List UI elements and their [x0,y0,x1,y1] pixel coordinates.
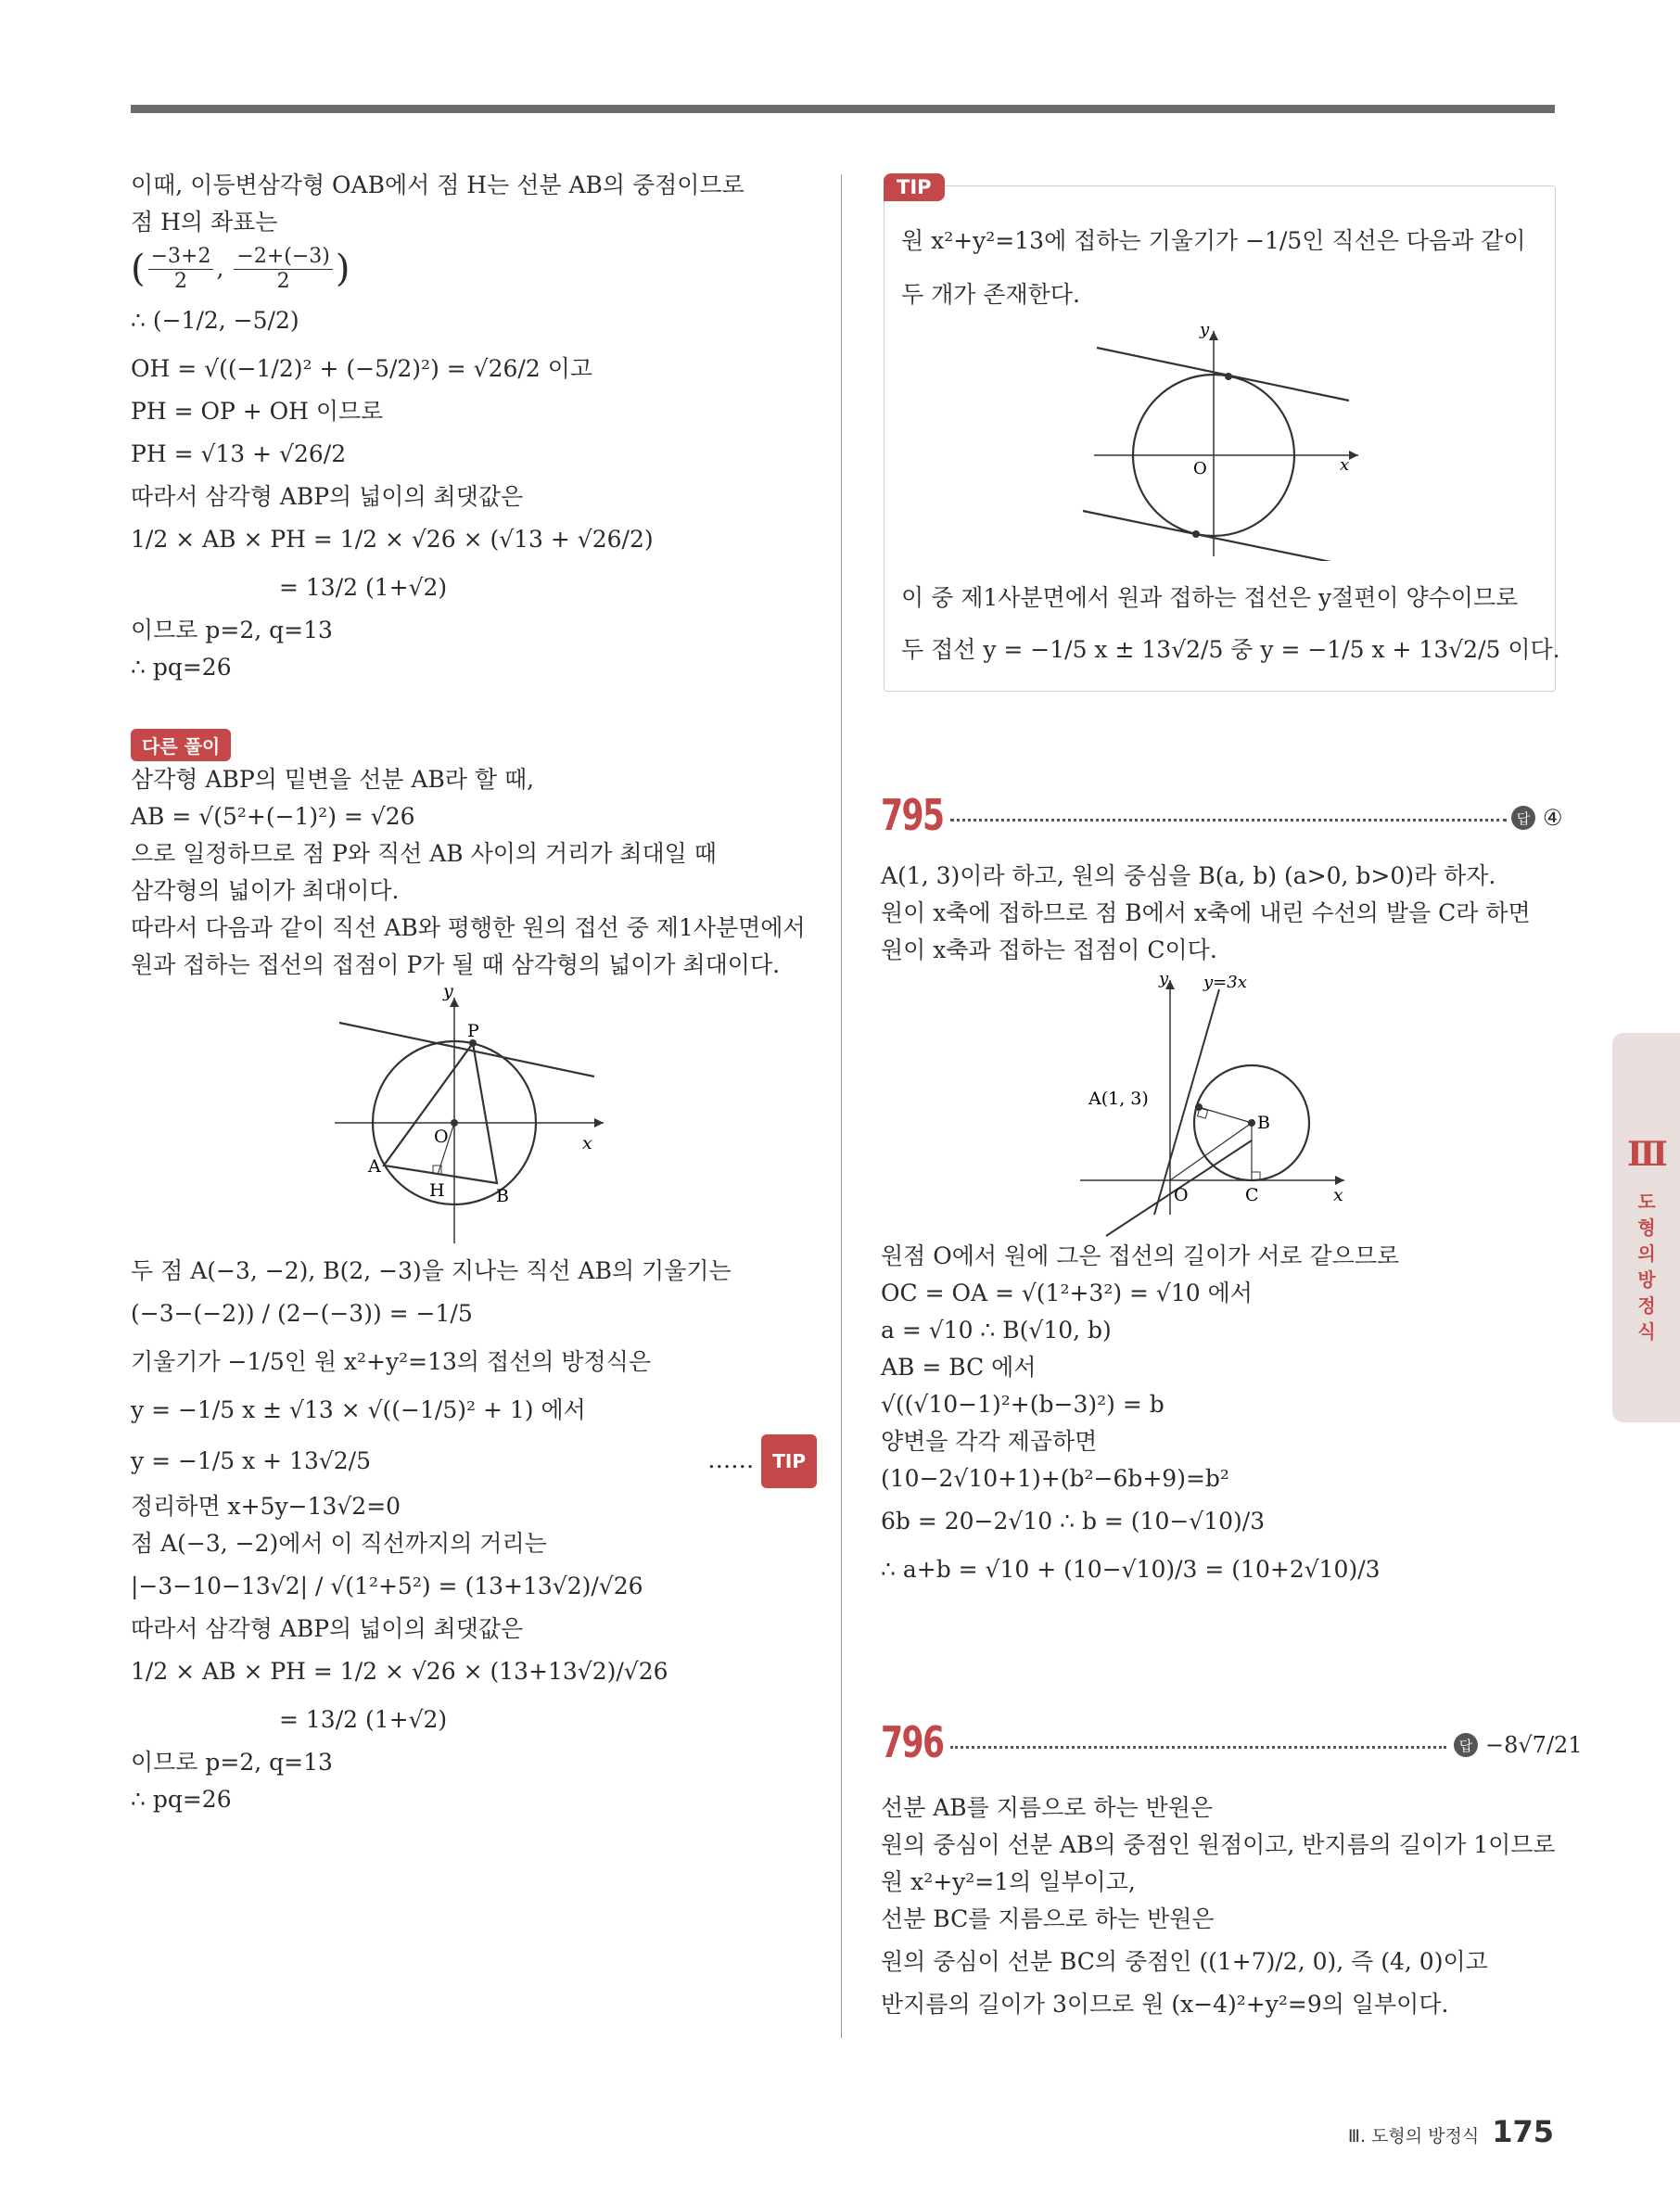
area-equation: 1/2 × AB × PH = 1/2 × √26 × (13+13√2)/√26 [131,1658,668,1685]
triangle-abp [384,1043,497,1183]
text-line: 점 H의 좌표는 [131,209,278,236]
problem-796-body [881,1790,1558,2023]
page-number: 175 [1492,2114,1554,2149]
c-label: C [1245,1185,1259,1205]
point-b [1248,1119,1255,1127]
b-label: B [1257,1113,1270,1133]
upper-tangent [1097,348,1349,401]
slope-equation: (−3−(−2)) / (2−(−3)) = −1/5 [131,1300,473,1327]
h-label: H [429,1180,445,1201]
ph-sum: PH = OP + OH 이므로 [131,398,384,425]
answer-icon: 답 [1454,1733,1478,1757]
simplify-line: 정리하면 x+5y−13√2=0 [131,1493,401,1520]
x-axis-arrow [1349,451,1358,460]
therefore-h: ∴ (−1/2, −5/2) [131,307,299,334]
point-a [1195,1103,1203,1111]
text-line: 삼각형 ABP의 밑변을 선분 AB라 할 때, [131,766,535,793]
x-label: x [1340,455,1350,475]
footer-chapter: Ⅲ. 도형의 방정식 [1347,2126,1480,2146]
chapter-title-vertical: 도형의 방정식 [1637,1191,1656,1343]
pq-line: 이므로 p=2, q=13 [131,1749,333,1776]
text-line: 반지름의 길이가 3이므로 원 (x−4)²+y²=9의 일부이다. [881,1991,1449,2018]
text-line: 6b = 20−2√10 ∴ b = (10−√10)/3 [881,1508,1266,1535]
text-line: 원 x²+y²=1의 일부이고, [881,1868,1136,1895]
text-line: 원의 중심이 선분 AB의 중점인 원점이고, 반지름의 길이가 1이므로 [881,1831,1556,1858]
text-line: 원이 x축에 접하므로 점 B에서 x축에 내린 수선의 발을 C라 하면 [881,899,1531,926]
x-axis-arrow [1335,1176,1344,1185]
p-label: P [467,1021,479,1041]
text-line: 양변을 각각 제곱하면 [881,1428,1098,1455]
pq-line: 이므로 p=2, q=13 [131,617,333,643]
text-line: 으로 일정하므로 점 P와 직선 AB 사이의 거리가 최대일 때 [131,840,717,867]
o-label: O [1193,459,1207,478]
tangent-equation-result: y = −1/5 x + 13√2/5 …… TIP [131,1434,817,1488]
page-footer [1348,2114,1554,2149]
text-line: ∴ a+b = √10 + (10−√10)/3 = (10+2√10)/3 [881,1556,1381,1583]
segment-ob [1170,1123,1252,1180]
tip-tag: TIP [884,173,945,201]
max-area-intro: 따라서 삼각형 ABP의 넓이의 최댓값은 [131,1615,524,1642]
x-label: x [582,1133,592,1153]
tip-line: 이 중 제1사분면에서 원과 접하는 접선은 y절편이 양수이므로 [901,584,1519,611]
lower-tangent [1083,511,1335,561]
line-label: y=3x [1203,973,1247,992]
tip-figure-two-tangents [1066,320,1363,561]
y-axis-arrow [1209,331,1218,340]
max-area-intro: 따라서 삼각형 ABP의 넓이의 최댓값은 [131,483,524,510]
tip-line: 두 개가 존재한다. [901,281,1080,308]
text-line: a = √10 ∴ B(√10, b) [881,1317,1112,1344]
text-line: 원점 O에서 원에 그은 접선의 길이가 서로 같으므로 [881,1242,1400,1269]
area-equation-result: = 13/2 (1+√2) [279,1706,448,1733]
text-line: (10−2√10+1)+(b²−6b+9)=b² [881,1465,1229,1492]
y-label: y [1159,969,1169,988]
text-line: A(1, 3)이라 하고, 원의 중심을 B(a, b) (a>0, b>0)라 하자. [881,862,1496,889]
b-label: B [496,1186,509,1206]
oh-length: OH = √((−1/2)² + (−5/2)²) = √26/2 이고 [131,355,592,382]
problem-795-body [881,858,1558,1594]
problem-number-795: 795 [881,790,944,840]
figure-795 [881,969,1558,1238]
lower-tangent-point [1192,530,1200,538]
o-label: O [1174,1185,1189,1205]
o-label: O [434,1127,449,1147]
tip-dots: …… [707,1446,755,1473]
text-line: AB = BC 에서 [881,1354,1037,1381]
text-line: 선분 BC를 지름으로 하는 반원은 [881,1905,1215,1932]
text-line: 삼각형의 넓이가 최대이다. [131,877,400,904]
h-coordinate: ( $\frac{-3+2}{2}$ , $\frac{-2+(-3)}{2}$ ) [131,244,350,293]
tangent-equation: y = −1/5 x ± √13 × √((−1/5)² + 1) 에서 [131,1396,586,1423]
text-line: 원의 중심이 선분 BC의 중점인 ((1+7)/2, 0), 즉 (4, 0)이고 [881,1948,1488,1975]
text-line: 원이 x축과 접하는 접점이 C이다. [881,936,1217,963]
text-line: 이때, 이등변삼각형 OAB에서 점 H는 선분 AB의 중점이므로 [131,172,745,198]
text-line: 선분 AB를 지름으로 하는 반원은 [881,1794,1214,1821]
upper-tangent-point [1225,373,1232,380]
problem-number-796: 796 [881,1717,944,1767]
x-label: x [1333,1185,1343,1205]
ph-value: PH = √13 + √26/2 [131,440,347,467]
a-label: A(1, 3) [1088,1089,1149,1109]
distance-equation: |−3−10−13√2| / √(1²+5²) = (13+13√2)/√26 [131,1573,643,1599]
tip-reference-badge: TIP [761,1434,817,1488]
text-line: 따라서 다음과 같이 직선 AB와 평행한 원의 접선 중 제1사분면에서 [131,914,806,941]
column-divider [841,174,842,2038]
left-column [131,167,817,1818]
distance-intro: 점 A(−3, −2)에서 이 직선까지의 거리는 [131,1530,547,1557]
x-axis-arrow [594,1118,604,1127]
tip-line: 두 접선 y = −1/5 x ± 13√2/5 중 y = −1/5 x + 13√2/5 이다. [901,636,1560,663]
text-line: AB = √(5²+(−1)²) = √26 [131,803,415,830]
alt-solution-badge: 다른 풀이 [131,729,231,761]
tangent-intro: 기울기가 −1/5인 원 x²+y²=13의 접선의 방정식은 [131,1348,651,1375]
chapter-side-tab [1612,1033,1680,1422]
pq-result: ∴ pq=26 [131,1786,232,1813]
dotted-leader [950,819,1507,822]
point-o [451,1119,458,1127]
area-equation-result: = 13/2 (1+√2) [279,574,448,601]
y-label: y [443,984,453,1001]
text-line: 원과 접하는 접선의 접점이 P가 될 때 삼각형의 넓이가 최대이다. [131,951,781,978]
answer-796: 답 −8√7/21 [1454,1732,1583,1758]
tip-line: 원 x²+y²=13에 접하는 기울기가 −1/5인 직선은 다음과 같이 [901,227,1526,254]
text-line: OC = OA = √(1²+3²) = √10 에서 [881,1280,1253,1306]
text-line: √((√10−1)²+(b−3)²) = b [881,1391,1165,1418]
a-label: A [368,1156,381,1177]
chapter-roman: Ⅲ [1627,1135,1668,1174]
figure-tangent-triangle [131,984,817,1253]
answer-icon: 답 [1511,806,1535,830]
answer-795: 답 ④ [1511,805,1563,831]
top-rule [131,105,1555,113]
pq-result: ∴ pq=26 [131,654,232,681]
y-label: y [1200,320,1210,339]
area-equation: 1/2 × AB × PH = 1/2 × √26 × (√13 + √26/2) [131,526,654,553]
dotted-leader [950,1746,1446,1749]
slope-intro: 두 점 A(−3, −2), B(2, −3)을 지나는 직선 AB의 기울기는 [131,1257,732,1284]
